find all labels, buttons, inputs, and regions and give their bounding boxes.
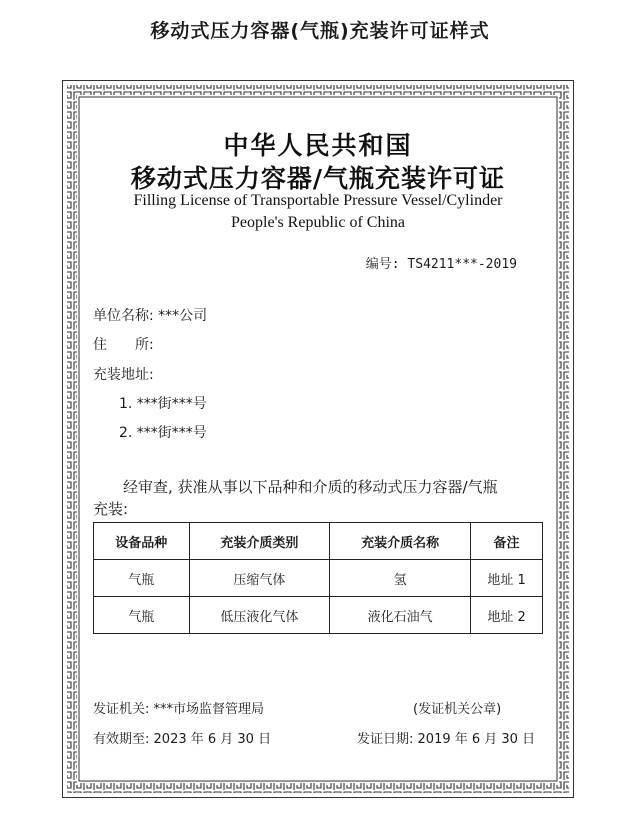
filling-address-item: 2. ***街***号	[119, 425, 207, 441]
filling-address-label: 充装地址:	[93, 367, 154, 383]
page-heading: 移动式压力容器(气瓶)充装许可证样式	[150, 20, 490, 42]
table-cell: 氢	[330, 560, 471, 597]
title-english-line1: Filling License of Transportable Pressure Vessel/Cylinder	[133, 192, 503, 209]
table-row	[94, 560, 543, 597]
table-cell: 气瓶	[94, 597, 190, 634]
filling-address-item: 1. ***街***号	[119, 396, 207, 412]
filling-address-row	[93, 364, 154, 384]
table-header-row	[94, 523, 543, 560]
title-license: 移动式压力容器/气瓶充装许可证	[130, 164, 506, 193]
title-country: 中华人民共和国	[223, 131, 413, 160]
issuing-authority-row	[93, 698, 264, 717]
issue-date-label: 发证日期:	[357, 732, 414, 747]
approval-line1: 经审查, 获准从事以下品种和介质的移动式压力容器/气瓶	[123, 478, 498, 496]
approval-text	[93, 476, 543, 520]
table-header-cell: 充装介质类别	[189, 523, 330, 560]
valid-until-label: 有效期至:	[93, 732, 150, 747]
valid-until-row	[93, 728, 271, 747]
issuing-authority-label: 发证机关:	[93, 702, 150, 717]
issuing-authority-value: ***市场监督管理局	[153, 702, 265, 717]
valid-until-value: 2023 年 6 月 30 日	[153, 732, 272, 747]
table-cell: 液化石油气	[330, 597, 471, 634]
table-row	[94, 597, 543, 634]
table-header-cell: 备注	[471, 523, 543, 560]
table-cell: 低压液化气体	[189, 597, 330, 634]
issue-date-value: 2019 年 6 月 30 日	[417, 732, 536, 747]
unit-name-row	[93, 305, 207, 325]
unit-name-label: 单位名称:	[93, 308, 154, 324]
table-cell: 气瓶	[94, 560, 190, 597]
title-english-line2: People's Republic of China	[231, 214, 405, 231]
certificate-frame	[62, 80, 574, 798]
approval-line2: 充装:	[93, 500, 129, 518]
table-cell: 压缩气体	[189, 560, 330, 597]
unit-name-value: ***公司	[158, 308, 208, 324]
table-header-cell: 充装介质名称	[330, 523, 471, 560]
table-cell: 地址 2	[471, 597, 543, 634]
table-cell: 地址 1	[471, 560, 543, 597]
address-row	[93, 334, 154, 354]
address-label: 住 所:	[93, 337, 154, 353]
filling-scope-table	[93, 522, 543, 634]
table-header-cell: 设备品种	[94, 523, 190, 560]
seal-note: (发证机关公章)	[413, 702, 502, 717]
issue-date-row	[357, 728, 535, 747]
certificate-number: 编号: TS4211***-2019	[365, 257, 517, 272]
